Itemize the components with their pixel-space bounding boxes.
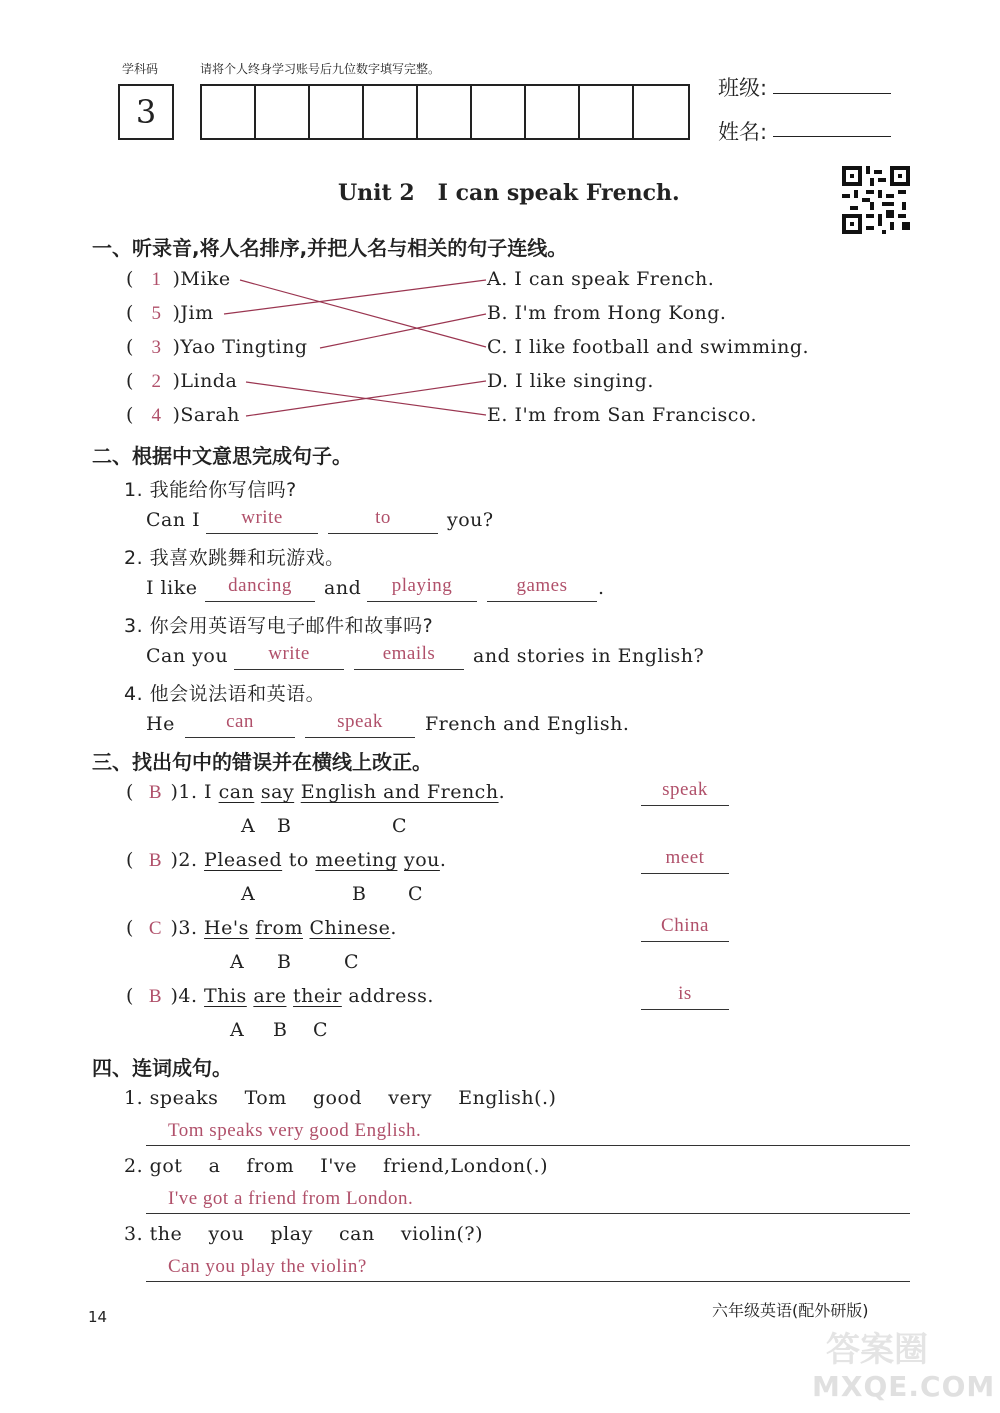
scrambled-words-2: 2. got a from I've friend,London(.) [124,1155,549,1177]
q2-blank-2[interactable]: playing [367,575,477,602]
name-label: Mike [180,268,231,290]
name-row: ( 4 )Sarah [126,404,240,426]
choice-label: A [241,883,256,905]
name-row: ( 1 )Mike [126,268,231,290]
choice-label: C [392,815,408,837]
q4-prefix: He [146,713,175,735]
sentence-item: E. I'm from San Francisco. [487,404,758,426]
error-q3: ( C )3. He's from Chinese. [126,917,397,939]
q1-chinese: 1. 我能给你写信吗? [124,479,297,501]
account-instruction: 请将个人终身学习账号后九位数字填写完整。 [200,62,441,76]
scrambled-words-3: 3. the you play can violin(?) [124,1223,483,1245]
q4-blank-1[interactable]: can [185,711,295,738]
order-answer: 1 [151,269,162,290]
q3-blank-1[interactable]: write [234,643,344,670]
choice-label: A [230,951,245,973]
name-label: Linda [180,370,238,392]
subject-code-label: 学科码 [122,62,159,76]
q2-prefix: I like [146,577,198,599]
error-q4: ( B )4. This are their address. [126,985,434,1007]
part2-heading: 二、根据中文意思完成句子。 [92,444,352,468]
q1-blank-1[interactable]: write [206,507,318,534]
part3-heading: 三、找出句中的错误并在横线上改正。 [92,750,432,774]
name-label: Sarah [180,404,240,426]
scrambled-words-1: 1. speaks Tom good very English(.) [124,1087,557,1109]
name-row: ( 3 )Yao Tingting [126,336,308,358]
match-line-yao [320,314,486,348]
error-answer: B [148,850,163,871]
sentence-item: C. I like football and swimming. [487,336,810,358]
q3-chinese: 3. 你会用英语写电子邮件和故事吗? [124,615,434,637]
choice-label: B [273,1019,288,1041]
part1-heading: 一、听录音,将人名排序,并把人名与相关的句子连线。 [92,236,568,260]
match-line-mike [240,280,486,347]
order-answer: 3 [151,337,162,358]
name-row: ( 2 )Linda [126,370,238,392]
order-answer: 2 [151,371,162,392]
q3-blank-2[interactable]: emails [354,643,464,670]
match-line-jim [224,280,486,314]
unit-title: Unit 2 I can speak French. [338,180,680,206]
q2-suffix: . [598,577,605,599]
match-line-sarah [246,381,486,416]
name-label: 姓名: [718,120,768,144]
q1-suffix: you? [447,509,494,531]
choice-label: B [352,883,367,905]
correction-blank-3[interactable]: China [641,915,729,942]
order-answer: 5 [151,303,162,324]
error-answer: B [148,986,163,1007]
watermark-logo: 答案圈 [826,1330,928,1370]
answer-line-2[interactable]: I've got a friend from London. [146,1187,910,1214]
q4-blank-2[interactable]: speak [305,711,415,738]
q4-chinese: 4. 他会说法语和英语。 [124,683,326,705]
q2-blank-3[interactable]: games [487,575,597,602]
q2-blank-1[interactable]: dancing [205,575,315,602]
sentence-item: A. I can speak French. [487,268,715,290]
correction-blank-4[interactable]: is [641,983,729,1010]
name-row: ( 5 )Jim [126,302,214,324]
correction-blank-2[interactable]: meet [641,847,729,874]
matching-lines [0,0,1000,440]
q3-suffix: and stories in English? [473,645,705,667]
subject-code: 3 [135,93,157,131]
correction-blank-1[interactable]: speak [641,779,729,806]
error-answer: B [148,782,163,803]
name-label: Yao Tingting [180,336,308,358]
class-label: 班级: [718,76,768,100]
choice-label: C [344,951,360,973]
choice-label: A [230,1019,245,1041]
error-q2: ( B )2. Pleased to meeting you. [126,849,447,871]
q1-blank-2[interactable]: to [328,507,438,534]
part4-heading: 四、连词成句。 [92,1056,232,1080]
error-q1: ( B )1. I can say English and French. [126,781,506,803]
q4-suffix: French and English. [425,713,630,735]
answer-line-3[interactable]: Can you play the violin? [146,1255,910,1282]
sentence-item: B. I'm from Hong Kong. [487,302,727,324]
book-title: 六年级英语(配外研版) [712,1301,869,1320]
choice-label: B [277,815,292,837]
watermark-text: MXQE.COM [812,1370,996,1403]
q2-chinese: 2. 我喜欢跳舞和玩游戏。 [124,547,345,569]
answer-line-1[interactable]: Tom speaks very good English. [146,1119,910,1146]
page-number: 14 [88,1308,108,1326]
choice-label: C [408,883,424,905]
choice-label: A [241,815,256,837]
choice-label: C [313,1019,329,1041]
q3-prefix: Can you [146,645,229,667]
choice-label: B [277,951,292,973]
q2-middle: and [324,577,362,599]
q1-prefix: Can I [146,509,201,531]
name-label: Jim [180,302,214,324]
error-answer: C [148,918,163,939]
order-answer: 4 [151,405,162,426]
sentence-item: D. I like singing. [487,370,654,392]
